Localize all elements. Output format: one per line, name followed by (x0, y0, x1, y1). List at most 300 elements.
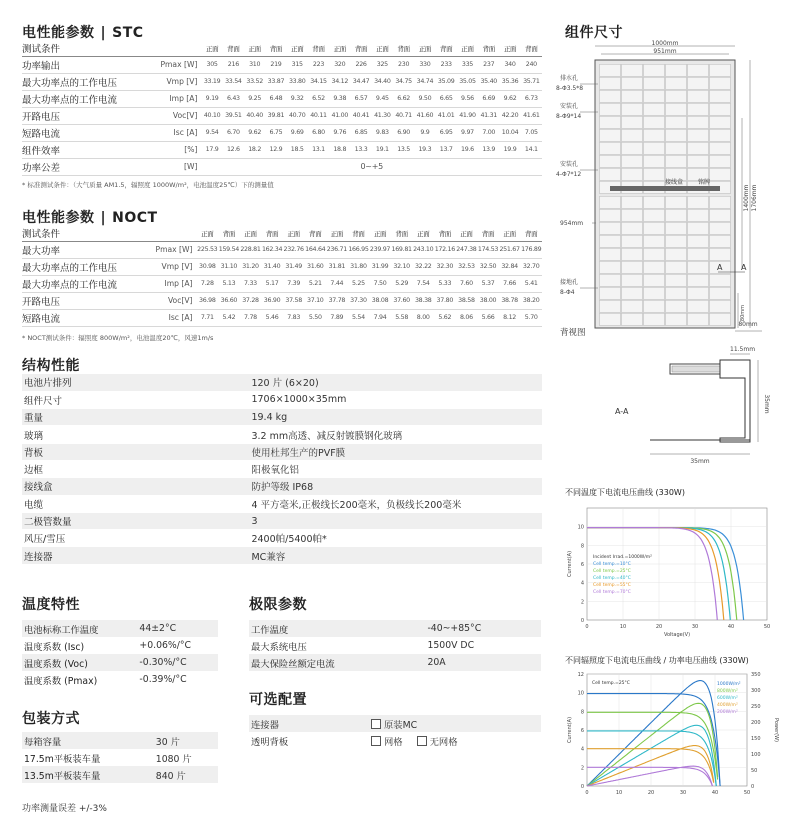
option-checkbox[interactable]: 网格 (371, 737, 403, 748)
cell-value: 41.30 (372, 107, 393, 124)
cell-value: 33.19 (201, 73, 222, 90)
solar-cell (600, 274, 621, 286)
temperature-table (22, 620, 218, 688)
row-unit: Vmp [V] (135, 258, 197, 275)
dim-h1: 1706mm (751, 184, 758, 212)
cell-value: 39.81 (265, 107, 286, 124)
solar-cell (600, 248, 621, 260)
col-header: 正面 (326, 226, 348, 241)
solar-cell (644, 168, 665, 180)
cell-value: 12.6 (223, 141, 244, 158)
kv-key: 最大系统电压 (251, 641, 307, 653)
solar-cell (710, 300, 731, 312)
solar-cell (710, 168, 731, 180)
cell-value: 41.61 (521, 107, 542, 124)
col-header: 正面 (412, 226, 434, 241)
y-tick: 6 (580, 728, 584, 734)
solar-cell (710, 129, 731, 141)
col-header: 正面 (369, 226, 391, 241)
kv-row (249, 620, 541, 637)
col-header: 背面 (391, 226, 413, 241)
cell-value: 30.98 (196, 258, 218, 275)
solar-cell (644, 116, 665, 128)
checkbox-icon[interactable] (371, 736, 381, 746)
option-checkbox[interactable]: 无网格 (417, 737, 458, 748)
solar-cell (622, 155, 643, 167)
kv-key: 电池片排列 (22, 374, 247, 391)
solar-cell (644, 64, 665, 76)
cell-value: 5.29 (391, 275, 413, 292)
y2-tick: 200 (751, 720, 761, 726)
solar-cell (666, 142, 687, 154)
solar-cell (644, 90, 665, 102)
cell-value: 34.74 (414, 73, 435, 90)
cell-value: 6.85 (350, 124, 371, 141)
y-tick: 0 (580, 784, 584, 790)
cell-value: 38.58 (456, 292, 478, 309)
y-tick: 12 (577, 672, 584, 678)
y2-axis-label: Power(W) (773, 718, 779, 742)
option-checkbox[interactable]: 原装MC (371, 720, 417, 731)
cell-value: 310 (244, 56, 265, 73)
row-span-value: 0~+5 (201, 158, 542, 175)
cell-value: 32.50 (477, 258, 499, 275)
cell-value: 6.75 (265, 124, 286, 141)
structure-table (22, 374, 542, 565)
col-header: 背面 (521, 41, 542, 56)
kv-key: 重量 (22, 409, 247, 426)
kv-row (22, 620, 218, 637)
dim-h2: 1400mm (743, 184, 750, 212)
cell-value: 5.46 (261, 309, 283, 326)
col-header: 正面 (329, 41, 350, 56)
label-mount2-spec: 4-Φ7*12 (556, 171, 582, 178)
solar-cell (710, 248, 731, 260)
kv-row (22, 654, 218, 671)
limits-table (249, 620, 541, 671)
cell-value: 9.45 (372, 90, 393, 107)
solar-cell (644, 77, 665, 89)
col-header: 背面 (265, 41, 286, 56)
solar-cell (688, 155, 709, 167)
cell-value: 34.75 (393, 73, 414, 90)
cell-value: 159.54 (218, 241, 240, 258)
cell-value: 5.42 (218, 309, 240, 326)
cell-value: 19.1 (372, 141, 393, 158)
label-nameplate: 铭牌 (698, 179, 711, 186)
kv-row (22, 732, 218, 749)
solar-cell (622, 313, 643, 325)
cell-value: 240 (521, 56, 542, 73)
y-axis-label: Current(A) (567, 716, 573, 744)
kv-row (22, 530, 542, 547)
solar-cell (710, 313, 731, 325)
cell-value: 8.12 (499, 309, 521, 326)
solar-cell (622, 300, 643, 312)
cell-value: 236.71 (326, 241, 348, 258)
kv-key: 电池标称工作温度 (22, 620, 135, 637)
kv-key: 17.5m平板装车量 (24, 753, 101, 765)
cell-value: 228.81 (240, 241, 262, 258)
cell-value: 7.71 (196, 309, 218, 326)
solar-cell (644, 155, 665, 167)
solar-cell (688, 287, 709, 299)
col-header: 背面 (478, 41, 499, 56)
solar-cell (666, 248, 687, 260)
solar-cell (622, 274, 643, 286)
solar-cell (666, 77, 687, 89)
cell-value: 38.08 (369, 292, 391, 309)
solar-cell (666, 300, 687, 312)
kv-row (22, 409, 542, 426)
y2-tick: 150 (751, 736, 761, 742)
kv-value: 30 片 (152, 732, 218, 749)
header-label: 测试条件 (22, 226, 135, 241)
solar-cell (666, 274, 687, 286)
cell-value: 31.40 (261, 258, 283, 275)
row-label: 最大功率点的工作电流 (22, 275, 135, 292)
cell-value: 219 (265, 56, 286, 73)
cell-value: 40.70 (287, 107, 308, 124)
cell-value: 6.43 (223, 90, 244, 107)
cell-value: 34.47 (350, 73, 371, 90)
y-tick: 8 (580, 709, 584, 716)
kv-row (22, 391, 542, 408)
legend-item: Cell temp.=55°C (593, 583, 631, 588)
col-header: 正面 (196, 226, 218, 241)
kv-value: 3.2 mm高透、减反射镀膜钢化玻璃 (247, 426, 542, 443)
kv-key: 组件尺寸 (22, 391, 247, 408)
cell-value: 5.21 (304, 275, 326, 292)
label-a1: A (717, 263, 723, 272)
cell-value: 9.56 (457, 90, 478, 107)
row-label: 最大功率点的工作电压 (22, 73, 137, 90)
kv-key: 背板 (22, 443, 247, 460)
solar-cell (600, 116, 621, 128)
cell-value: 38.78 (499, 292, 521, 309)
cell-value: 5.17 (261, 275, 283, 292)
kv-row (22, 671, 218, 688)
cell-value: 7.33 (240, 275, 262, 292)
kv-value: -0.30%/°C (135, 654, 218, 671)
kv-key: 边框 (22, 460, 247, 477)
kv-value: -0.39%/°C (139, 674, 187, 685)
solar-cell (666, 64, 687, 76)
row-label: 功率输出 (22, 56, 137, 73)
solar-cell (666, 209, 687, 221)
y2-tick: 50 (751, 768, 758, 774)
header-label: 测试条件 (22, 41, 137, 56)
solar-cell (600, 103, 621, 115)
cell-value: 18.5 (287, 141, 308, 158)
cell-value: 7.05 (521, 124, 542, 141)
col-header: 正面 (457, 41, 478, 56)
cell-value: 7.94 (369, 309, 391, 326)
solar-cell (710, 90, 731, 102)
kv-key: 风压/雪压 (22, 530, 247, 547)
kv-value: MC兼容 (247, 547, 542, 564)
solar-cell (688, 90, 709, 102)
solar-cell (710, 196, 731, 208)
x-tick: 50 (763, 624, 771, 630)
cell-value: 340 (499, 56, 520, 73)
label-jbox: 接线盒 (665, 179, 684, 186)
solar-cell (710, 116, 731, 128)
solar-cell (622, 196, 643, 208)
spec-row (22, 124, 542, 141)
cell-value: 37.58 (283, 292, 305, 309)
row-label: 开路电压 (22, 107, 137, 124)
kv-value: 19.4 kg (247, 409, 542, 426)
solar-cell (688, 248, 709, 260)
cell-value: 6.73 (521, 90, 542, 107)
kv-key: 温度系数 (Isc) (24, 641, 85, 653)
cell-value: 5.66 (477, 309, 499, 326)
cell-value: 12.9 (265, 141, 286, 158)
kv-row (22, 512, 542, 529)
x-tick: 10 (615, 790, 623, 796)
y-tick: 4 (580, 580, 584, 587)
y2-tick: 100 (751, 752, 761, 758)
solar-cell (666, 235, 687, 247)
kv-value: 使用杜邦生产的PVF膜 (247, 443, 542, 460)
label-drain: 排水孔 (560, 75, 579, 82)
cell-value: 38.20 (520, 292, 542, 309)
solar-cell (688, 103, 709, 115)
cell-value: 5.37 (477, 275, 499, 292)
cell-value: 5.33 (434, 275, 456, 292)
solar-cell (600, 168, 621, 180)
option-row (249, 715, 541, 732)
noct-table (22, 226, 542, 327)
cell-value: 330 (414, 56, 435, 73)
cell-value: 7.39 (283, 275, 305, 292)
solar-cell (710, 274, 731, 286)
cell-value: 230 (393, 56, 414, 73)
solar-cell (600, 235, 621, 247)
cell-value: 232.76 (283, 241, 305, 258)
checkbox-icon[interactable] (417, 736, 427, 746)
cell-value: 7.44 (326, 275, 348, 292)
cell-value: 40.10 (201, 107, 222, 124)
solar-cell (644, 300, 665, 312)
y-tick: 4 (580, 746, 584, 753)
legend-item: Cell temp.=10°C (593, 562, 631, 567)
cell-value: 9.76 (329, 124, 350, 141)
cell-value: 5.13 (218, 275, 240, 292)
cell-value: 6.80 (308, 124, 329, 141)
cell-value: 7.78 (240, 309, 262, 326)
row-unit: Isc [A] (137, 124, 201, 141)
cell-value: 33.80 (287, 73, 308, 90)
spec-row (22, 73, 542, 90)
cell-value: 172.16 (434, 241, 456, 258)
packing-table (22, 732, 218, 783)
col-header: 背面 (218, 226, 240, 241)
cell-value: 6.48 (265, 90, 286, 107)
solar-cell (688, 313, 709, 325)
cell-value: 13.9 (478, 141, 499, 158)
col-header: 背面 (223, 41, 244, 56)
kv-row (22, 637, 218, 654)
kv-value: -40~+85°C (423, 620, 541, 637)
row-unit: Pmax [W] (137, 56, 201, 73)
x-tick: 10 (619, 624, 627, 630)
cell-value: 5.25 (348, 275, 370, 292)
col-header: 正面 (499, 226, 521, 241)
label-mount: 安装孔 (560, 103, 579, 110)
col-header: 背面 (350, 41, 371, 56)
x-tick: 30 (691, 624, 699, 630)
solar-cell (600, 313, 621, 325)
col-header: 背面 (434, 226, 456, 241)
dim-bottom: 80mm (738, 321, 758, 328)
solar-cell (622, 168, 643, 180)
row-unit: Voc[V] (137, 107, 201, 124)
y-axis-label: Current(A) (567, 550, 573, 578)
cell-value: 33.52 (244, 73, 265, 90)
solar-cell (644, 274, 665, 286)
footer-note: 功率测量误差 +/-3% (22, 804, 107, 814)
solar-cell (644, 209, 665, 221)
solar-cell (688, 222, 709, 234)
cell-value: 176.89 (520, 241, 542, 258)
irradiance-note: Incident Irrad.=1000W/m² (593, 555, 652, 560)
kv-row (22, 495, 542, 512)
cell-value: 9.97 (457, 124, 478, 141)
solar-cell (688, 77, 709, 89)
col-header: 正面 (240, 226, 262, 241)
col-header: 背面 (308, 41, 329, 56)
solar-cell (710, 235, 731, 247)
cell-value: 166.95 (348, 241, 370, 258)
cell-value: 31.49 (283, 258, 305, 275)
cell-value: 18.2 (244, 141, 265, 158)
cell-value: 34.15 (308, 73, 329, 90)
cell-value: 243.10 (412, 241, 434, 258)
cell-value: 38.38 (412, 292, 434, 309)
cell-value: 35.40 (478, 73, 499, 90)
spec-row (22, 241, 542, 258)
x-tick: 30 (679, 790, 687, 796)
solar-cell (688, 235, 709, 247)
kv-key: 二极管数量 (22, 512, 247, 529)
y-tick: 10 (577, 524, 584, 531)
cell-value: 36.98 (196, 292, 218, 309)
section-aa (610, 342, 770, 467)
cell-value: 325 (372, 56, 393, 73)
x-tick: 0 (585, 624, 589, 630)
cell-value: 34.12 (329, 73, 350, 90)
y2-tick: 300 (751, 688, 761, 694)
spec-row (22, 107, 542, 124)
kv-value: 44±2°C (135, 620, 218, 637)
kv-row (249, 637, 541, 654)
kv-row (22, 374, 542, 391)
solar-cell (688, 64, 709, 76)
cell-value: 169.81 (391, 241, 413, 258)
solar-cell (710, 209, 731, 221)
cell-value: 32.84 (499, 258, 521, 275)
solar-cell (622, 235, 643, 247)
cell-value: 9.54 (201, 124, 222, 141)
legend-item: Cell temp.=25°C (593, 569, 631, 574)
solar-cell (622, 261, 643, 273)
solar-cell (644, 248, 665, 260)
legend-item: 600W/m² (717, 696, 738, 701)
cell-value: 31.20 (240, 258, 262, 275)
solar-cell (710, 287, 731, 299)
solar-cell (600, 142, 621, 154)
legend-item: 1000W/m² (717, 682, 741, 687)
row-label: 最大功率 (22, 241, 135, 258)
col-header: 正面 (414, 41, 435, 56)
solar-cell (622, 209, 643, 221)
cell-value: 8.00 (412, 309, 434, 326)
cell-value: 7.28 (196, 275, 218, 292)
kv-row (249, 654, 541, 671)
cell-value: 31.10 (218, 258, 240, 275)
chart2-title: 不同辐照度下电流电压曲线 / 功率电压曲线 (330W) (565, 656, 749, 665)
solar-cell (600, 77, 621, 89)
col-header: 背面 (436, 41, 457, 56)
cell-value: 9.25 (244, 90, 265, 107)
y-tick: 0 (580, 618, 584, 624)
cell-value: 9.9 (414, 124, 435, 141)
kv-key: 13.5m平板装车量 (22, 766, 152, 783)
legend-item: Cell temp.=40°C (593, 576, 631, 581)
solar-cell (644, 287, 665, 299)
cell-value: 32.22 (412, 258, 434, 275)
kv-row (22, 443, 542, 460)
solar-cell (666, 313, 687, 325)
kv-value: 120 片 (6×20) (247, 374, 542, 391)
solar-cell (666, 196, 687, 208)
cell-value: 35.09 (436, 73, 457, 90)
row-unit: [W] (137, 158, 201, 175)
dim-section-w: 35mm (690, 458, 710, 465)
cell-value: 41.60 (414, 107, 435, 124)
cell-value: 335 (457, 56, 478, 73)
cell-value: 6.90 (393, 124, 414, 141)
solar-cell (666, 90, 687, 102)
solar-cell (622, 103, 643, 115)
row-unit: Vmp [V] (137, 73, 201, 90)
dim-w2: 951mm (653, 48, 677, 55)
solar-cell (600, 90, 621, 102)
solar-cell (600, 209, 621, 221)
cell-value: 6.70 (223, 124, 244, 141)
solar-cell (710, 222, 731, 234)
stc-table (22, 41, 542, 176)
cell-value: 9.19 (201, 90, 222, 107)
cell-value: 9.62 (499, 90, 520, 107)
cell-value: 33.54 (223, 73, 244, 90)
back-view-label: 背视图 (560, 328, 586, 338)
cell-value: 10.04 (499, 124, 520, 141)
cell-value: 9.62 (244, 124, 265, 141)
cell-value: 41.31 (478, 107, 499, 124)
cell-value: 5.50 (304, 309, 326, 326)
cell-value: 42.20 (499, 107, 520, 124)
cell-value: 32.10 (391, 258, 413, 275)
checkbox-icon[interactable] (371, 719, 381, 729)
kv-row (22, 460, 542, 477)
cell-value: 305 (201, 56, 222, 73)
y2-tick: 0 (751, 784, 755, 790)
structure-title: 结构性能 (22, 358, 80, 374)
cell-value: 13.1 (308, 141, 329, 158)
